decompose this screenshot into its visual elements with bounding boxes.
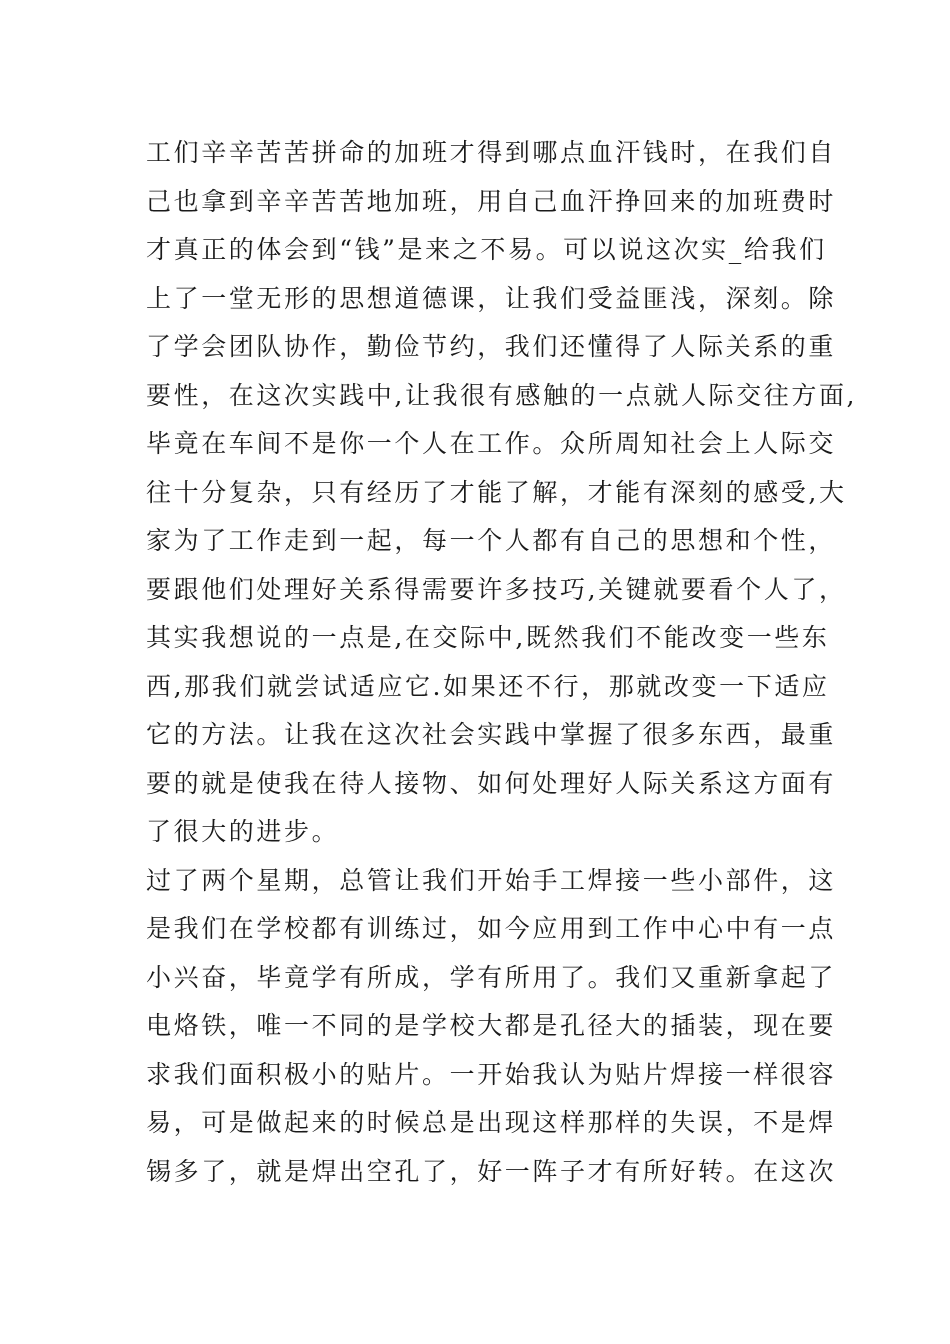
text-line: 要的就是使我在待人接物、如何处理好人际关系这方面有 <box>146 768 837 798</box>
text-line: 才真正的体会到“钱”是来之不易。可以说这次实_给我们 <box>146 235 827 264</box>
text-line: 家为了工作走到一起，每一个人都有自己的思想和个性， <box>146 526 837 555</box>
text-line: 工们辛辛苦苦拼命的加班才得到哪点血汗钱时，在我们自 <box>146 138 837 167</box>
text-line: 电烙铁，唯一不同的是学校大都是孔径大的插装，现在要 <box>146 1011 837 1040</box>
text-line: 过了两个星期，总管让我们开始手工焊接一些小部件，这 <box>146 865 837 895</box>
text-line: 要性，在这次实践中,让我很有感触的一点就人际交往方面, <box>146 380 858 410</box>
text-line: 了很大的进步。 <box>146 817 340 846</box>
text-line: 往十分复杂，只有经历了才能了解，才能有深刻的感受,大 <box>146 477 847 507</box>
text-line: 毕竟在车间不是你一个人在工作。众所周知社会上人际交 <box>146 429 837 458</box>
text-line: 小兴奋，毕竟学有所成，学有所用了。我们又重新拿起了 <box>146 962 837 992</box>
text-line: 上了一堂无形的思想道德课，让我们受益匪浅，深刻。除 <box>146 283 837 313</box>
text-line: 了学会团队协作，勤俭节约，我们还懂得了人际关系的重 <box>146 332 837 361</box>
body-text <box>146 129 858 1196</box>
text-line: 锡多了，就是焊出空孔了，好一阵子才有所好转。在这次 <box>146 1156 837 1186</box>
text-line: 是我们在学校都有训练过，如今应用到工作中心中有一点 <box>146 914 837 943</box>
text-line: 其实我想说的一点是,在交际中,既然我们不能改变一些东 <box>146 623 830 652</box>
text-line: 易，可是做起来的时候总是出现这样那样的失误，不是焊 <box>146 1108 837 1137</box>
text-line: 己也拿到辛辛苦苦地加班，用自己血汗挣回来的加班费时 <box>146 186 837 216</box>
text-line: 求我们面积极小的贴片。一开始我认为贴片焊接一样很容 <box>146 1059 837 1089</box>
text-line: 西,那我们就尝试适应它.如果还不行，那就改变一下适应 <box>146 671 830 701</box>
text-line: 要跟他们处理好关系得需要许多技巧,关键就要看个人了， <box>146 574 847 604</box>
text-line: 它的方法。让我在这次社会实践中掌握了很多东西，最重 <box>146 720 837 749</box>
